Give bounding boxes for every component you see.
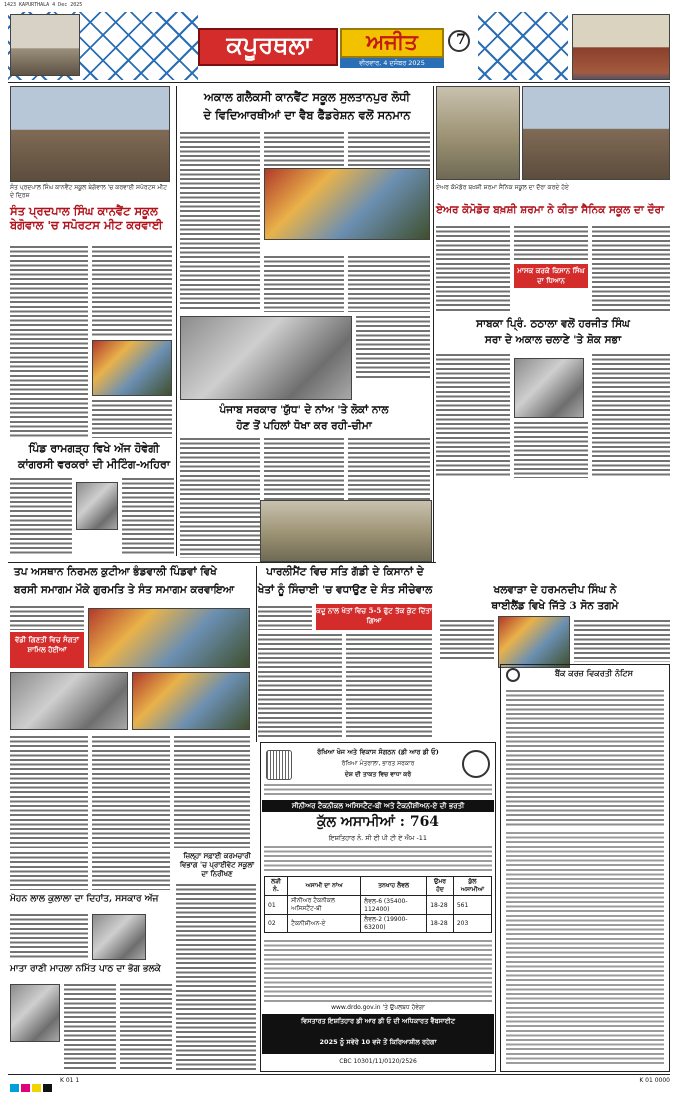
congress-meeting-body-2 bbox=[122, 478, 174, 556]
kuteya-photo-3 bbox=[132, 672, 250, 730]
punjab-govt-photo bbox=[180, 316, 352, 400]
kuteya-body-col1 bbox=[10, 606, 84, 630]
table-header-cell: ਕੁੱਲ ਅਸਾਮੀਆਂ bbox=[453, 877, 491, 896]
memorial-portrait bbox=[92, 914, 146, 960]
bank-notice-title: ਬੈਂਕ ਕਰਜ਼ ਵਿਕਰਤੀ ਨੋਟਿਸ bbox=[555, 668, 633, 678]
school-body-col2 bbox=[264, 132, 344, 166]
drdo-emblem bbox=[266, 750, 292, 780]
column-rule-1 bbox=[176, 86, 177, 556]
table-cell: ਟੈਕਨੀਸ਼ੀਅਨ-ਏ bbox=[288, 915, 361, 933]
parliament-body-col1 bbox=[258, 606, 312, 630]
parliament-highlight-box: ਕਦੂ ਨਾਲ ਖੇਤਾਂ ਵਿਚ 5-5 ਫੁੱਟ ਤੱਕ ਕੁੱਟ ਦਿੱਤਾ ਗਿਆ bbox=[316, 604, 432, 630]
school-felicitation-headline-2: ਦੇ ਵਿਦਿਆਰਥੀਆਂ ਦਾ ਵੈਬ ਫੈੱਡਰੇਸ਼ਨ ਵਲੋਂ ਸਨਮਾਨ bbox=[203, 108, 411, 122]
header-photo-left bbox=[10, 14, 80, 76]
school-body-col3 bbox=[348, 132, 430, 166]
bottom-left-body-2 bbox=[92, 852, 170, 890]
masthead-brand: ਅਜੀਤ bbox=[366, 29, 418, 54]
table-header-row bbox=[265, 877, 492, 896]
sports-meet-headline: ਸੰਤ ਪ੍ਰਦਪਾਲ ਸਿੰਘ ਕਾਨਵੈਂਟ ਸਕੂਲ ਬੇਗੋਵਾਲ 'ਚ ਸਪੋਰਟਸ ਮੀਟ ਕਰਵਾਈ bbox=[10, 204, 163, 233]
drdo-total-posts: ਕੁੱਲ ਅਸਾਮੀਆਂ : 764 bbox=[316, 814, 440, 830]
punjab-govt-headline-1: ਪੰਜਾਬ ਸਰਕਾਰ 'ਯੁੱਧ' ਦੇ ਨਾਂਅ 'ਤੇ ਲੋਕਾਂ ਨਾਲ bbox=[219, 404, 389, 416]
parliament-body-col2 bbox=[258, 634, 342, 738]
gold-medals-headline-1: ਖਲਵਾੜਾ ਦੇ ਹਰਮਨਦੀਪ ਸਿੰਘ ਨੇ bbox=[493, 584, 617, 596]
sports-meet-photo-2 bbox=[92, 340, 172, 396]
footer-left-code: K 01 1 bbox=[60, 1077, 80, 1084]
footer-rule bbox=[8, 1074, 670, 1075]
obituary-portrait bbox=[514, 358, 584, 418]
drdo-deadline: 2025 ਨੂੰ ਸਵੇਰੇ 10 ਵਜੇ ਤੋਂ ਕਿਰਿਆਸ਼ੀਲ ਰਹੇਗਾ bbox=[319, 1038, 437, 1046]
sports-meet-body-col2b bbox=[92, 400, 172, 438]
drdo-website-line: www.drdo.gov.in 'ਤੇ ਉਪਲਬਧ ਹੋਵੇਗਾ bbox=[331, 1004, 425, 1011]
header-photo-right-building bbox=[572, 14, 670, 80]
header-pattern-right bbox=[478, 12, 568, 80]
kuteya-headline-2: ਬਰਸੀ ਸਮਾਗਮ ਮੌਕੇ ਗੁਰਮਤਿ ਤੇ ਸੰਤ ਸਮਾਗਮ ਕਰਵਾਇਆ bbox=[14, 584, 235, 596]
punjab-govt-body-col1 bbox=[180, 438, 260, 558]
kuteya-body-col4 bbox=[174, 736, 250, 848]
punjab-govt-side-text bbox=[356, 316, 430, 378]
page-number: 7 bbox=[456, 32, 466, 48]
obituary-headline-2: ਸਰਾ ਦੇ ਅਕਾਲ ਚਲਾਣੇ 'ਤੇ ਸ਼ੋਕ ਸਭਾ bbox=[484, 334, 622, 346]
drdo-description bbox=[264, 846, 492, 872]
kuteya-headline-1: ਤਪ ਅਸਥਾਨ ਨਿਰਮਲ ਕੁਟੀਆ ਭੰਡਵਾਲੀ ਪਿੰਡਵਾਂ ਵਿਖੇ bbox=[14, 566, 217, 578]
memorial-headline: ਮੋਹਨ ਲਾਲ ਕੁਲਾਲਾ ਦਾ ਦਿਹਾਂਤ, ਸਸਕਾਰ ਅੱਜ bbox=[10, 894, 159, 904]
table-header-cell: ਲੜੀ ਨੰ. bbox=[265, 877, 288, 896]
kuteya-highlight-box: ਵੱਡੀ ਗਿਣਤੀ ਵਿਚ ਸੰਗਤਾਂ ਸ਼ਾਮਿਲ ਹੋਈਆਂ bbox=[10, 632, 84, 668]
drdo-posts-table bbox=[264, 876, 492, 933]
kuteya-photo-2 bbox=[10, 672, 128, 730]
drdo-ad-number: ਇਸ਼ਤਿਹਾਰ ਨੰ. ਸੀ ਈ ਪੀ ਟੀ ਏ ਐਮ -11 bbox=[328, 834, 428, 842]
air-commodore-body-col3 bbox=[592, 226, 670, 312]
memorial-body bbox=[10, 914, 88, 960]
table-cell: 18-28 bbox=[427, 896, 454, 915]
drdo-intro: ਦੇਸ਼ ਦੀ ਤਾਕਤ ਵਿਚ ਵਾਧਾ ਕਰੋ bbox=[344, 771, 412, 778]
table-cell: ਲੈਵਲ-2 (19900-63200) bbox=[361, 915, 427, 933]
table-row bbox=[265, 896, 492, 915]
kuteya-body-col2 bbox=[10, 736, 88, 848]
air-commodore-body-col2 bbox=[514, 226, 588, 262]
path-bhog-portrait bbox=[10, 984, 60, 1042]
punjab-govt-headline-2: ਹੋਣ ਤੋਂ ਪਹਿਲਾਂ ਧੋਖਾ ਕਰ ਰਹੀ-ਚੀਮਾ bbox=[236, 420, 372, 432]
district-camp-body bbox=[176, 884, 256, 1070]
gold-medals-body-col2 bbox=[574, 620, 670, 662]
table-cell: 18-28 bbox=[427, 915, 454, 933]
magenta-swatch bbox=[21, 1084, 30, 1092]
air-commodore-photo-caption: ਏਅਰ ਕੋਮੋਡੋਰ ਬਖ਼ਸ਼ੀ ਸ਼ਰਮਾ ਸੈਨਿਕ ਸਕੂਲ ਦਾ ਦੌਰਾ ਕਰਦੇ ਹੋਏ bbox=[436, 184, 569, 191]
drdo-org-name: ਰੱਖਿਆ ਖੋਜ ਅਤੇ ਵਿਕਾਸ ਸੰਗਠਨ (ਡੀ ਆਰ ਡੀ ਓ) bbox=[317, 748, 439, 756]
gold-medals-headline-2: ਥਾਈਲੈਂਡ ਵਿਖੇ ਜਿੱਤੇ 3 ਸੋਨ ਤਗਮੇ bbox=[491, 600, 619, 612]
middle-divider bbox=[8, 562, 436, 563]
table-header-cell: ਉਮਰ ਹੱਦ bbox=[427, 877, 454, 896]
obituary-body-col1 bbox=[436, 354, 510, 478]
table-cell: 01 bbox=[265, 896, 288, 915]
bank-notice-logo bbox=[506, 668, 520, 682]
parliament-headline-2: ਖੇਤਾਂ ਨੂੰ ਸਿੰਚਾਈ 'ਚ ਵਧਾਉਣ ਦੇ ਸੰਤ ਸੀਚੇਵਾਲ bbox=[257, 584, 433, 596]
path-bhog-body-2 bbox=[120, 984, 172, 1070]
drdo-banner: ਸੀਨੀਅਰ ਟੈਕਨੀਕਲ ਅਸਿਸਟੈਂਟ-ਬੀ ਅਤੇ ਟੈਕਨੀਸ਼ੀਅਨ-ਏ ਦੀ ਭਰਤੀ bbox=[262, 800, 494, 812]
air-commodore-photo-2 bbox=[522, 86, 670, 180]
district-camp-headline: ਜ਼ਿਲ੍ਹਾ ਸਫ਼ਾਈ ਕਰਮਚਾਰੀ ਵਿਭਾਗ 'ਚ ਪ੍ਰਾਈਵੇਟ ਸਕੂਲਾਂ ਦਾ ਨਿਰੀਖਣ bbox=[179, 851, 255, 878]
air-commodore-body-col1 bbox=[436, 226, 510, 312]
air-commodore-headline: ਏਅਰ ਕੋਮੋਡੋਰ ਬਖ਼ਸ਼ੀ ਸ਼ਰਮਾ ਨੇ ਕੀਤਾ ਸੈਨਿਕ ਸਕੂਲ ਦਾ ਦੌਰਾ bbox=[436, 204, 664, 216]
column-rule-3 bbox=[256, 566, 257, 742]
table-header-cell: ਤਨਖਾਹ ਲੈਵਲ bbox=[361, 877, 427, 896]
kuteya-body-col3 bbox=[92, 736, 170, 848]
table-row bbox=[265, 915, 492, 933]
bottom-left-body-1 bbox=[10, 852, 88, 890]
school-body-col1 bbox=[180, 132, 260, 310]
bank-notice-body-1 bbox=[506, 690, 664, 826]
drdo-footer-banner-text: ਵਿਸਤਾਰਤ ਇਸ਼ਤਿਹਾਰ ਡੀ ਆਰ ਡੀ ਓ ਦੀ ਅਧਿਕਾਰਤ ਵੈੱਬਸਾਈਟ bbox=[300, 1017, 456, 1025]
print-metadata-line: 1423 KAPURTHALA 4 Dec 2025 bbox=[4, 2, 83, 8]
school-felicitation-photo bbox=[264, 168, 430, 240]
congress-meeting-portrait bbox=[76, 482, 118, 530]
school-body-col2b bbox=[264, 256, 344, 312]
gold-medals-body-col1 bbox=[440, 620, 494, 660]
parliament-headline-1: ਪਾਰਲੀਮੈਂਟ ਵਿਚ ਸਤਿ ਗੱਡੀ ਦੇ ਕਿਸਾਨਾਂ ਦੇ bbox=[266, 566, 424, 578]
table-cell: ਸੀਨੀਅਰ ਟੈਕਨੀਕਲ ਅਸਿਸਟੈਂਟ-ਬੀ bbox=[288, 896, 361, 915]
drdo-terms bbox=[264, 940, 492, 1002]
black-swatch bbox=[43, 1084, 52, 1092]
drdo-ministry: ਰੱਖਿਆ ਮੰਤਰਾਲਾ, ਭਾਰਤ ਸਰਕਾਰ bbox=[341, 760, 415, 767]
footer-right-code: K 01 0000 bbox=[639, 1077, 670, 1084]
path-bhog-headline: ਮਾਤਾ ਰਾਣੀ ਮਾਹਲਾ ਨਮਿੱਤ ਪਾਠ ਦਾ ਭੋਗ ਭਲਕੇ bbox=[10, 964, 161, 974]
obituary-body-col2 bbox=[514, 422, 588, 478]
kuteya-photo-1 bbox=[88, 608, 250, 668]
yellow-swatch bbox=[32, 1084, 41, 1092]
path-bhog-body-1 bbox=[64, 984, 116, 1070]
table-cell: 203 bbox=[453, 915, 491, 933]
masthead-title: ਕਪੂਰਥਲਾ bbox=[226, 30, 312, 59]
gold-medals-photo bbox=[498, 616, 570, 668]
masthead bbox=[198, 28, 468, 74]
header-divider bbox=[8, 82, 670, 83]
drdo-cbc-code: CBC 10301/11/0120/2526 bbox=[339, 1058, 417, 1065]
obituary-headline-1: ਸਾਬਕਾ ਪ੍ਰਿੰ. ਠਠਾਲਾ ਵਲੋਂ ਹਰਜੀਤ ਸਿੰਘ bbox=[476, 318, 630, 330]
air-commodore-photo-1 bbox=[436, 86, 520, 180]
congress-meeting-headline-1: ਪਿੰਡ ਰਾਮਗੜ੍ਹ ਵਿਖੇ ਅੱਜ ਹੋਵੇਗੀ bbox=[28, 442, 160, 455]
table-cell: ਲੈਵਲ-6 (35400-112400) bbox=[361, 896, 427, 915]
sports-meet-body-col2 bbox=[92, 246, 172, 336]
masthead-date: ਵੀਰਵਾਰ, 4 ਦਸੰਬਰ 2025 bbox=[340, 58, 444, 68]
table-cell: 02 bbox=[265, 915, 288, 933]
drdo-intro-body bbox=[264, 784, 492, 796]
cyan-swatch bbox=[10, 1084, 19, 1092]
congress-meeting-headline-2: ਕਾਂਗਰਸੀ ਵਰਕਰਾਂ ਦੀ ਮੀਟਿੰਗ-ਅਹਿਰਾ bbox=[17, 458, 171, 471]
obituary-body-col3 bbox=[592, 354, 670, 478]
bank-notice-body-2 bbox=[506, 832, 664, 1064]
table-header-cell: ਅਸਾਮੀ ਦਾ ਨਾਂਅ bbox=[288, 877, 361, 896]
table-cell: 561 bbox=[453, 896, 491, 915]
drdo-logo bbox=[462, 750, 490, 778]
column-rule-2 bbox=[433, 86, 434, 562]
congress-meeting-body-1 bbox=[10, 478, 72, 556]
parliament-photo bbox=[260, 500, 432, 562]
sports-meet-photo bbox=[10, 86, 170, 182]
school-body-col3b bbox=[348, 256, 430, 312]
parliament-body-col3 bbox=[346, 634, 432, 738]
sports-meet-body-col1 bbox=[10, 246, 88, 438]
mask-distribution-box: ਮਾਸਕ ਕਰਕੇ ਕਿਸਾਨ ਸਿੰਘ ਦਾ ਧਿਆਨ bbox=[514, 264, 588, 288]
sports-meet-photo-caption: ਸੰਤ ਪ੍ਰਦਪਾਲ ਸਿੰਘ ਕਾਨਵੈਂਟ ਸਕੂਲ ਬੇਗੋਵਾਲ 'ਚ ਕਰਵਾਈ ਸਪੋਰਟਸ ਮੀਟ ਦੇ ਦ੍ਰਿਸ਼ bbox=[10, 184, 167, 199]
school-felicitation-headline-1: ਅਕਾਲ ਗਲੈਕਸੀ ਕਾਨਵੈਂਟ ਸਕੂਲ ਸੁਲਤਾਨਪੁਰ ਲੋਧੀ bbox=[203, 90, 411, 104]
